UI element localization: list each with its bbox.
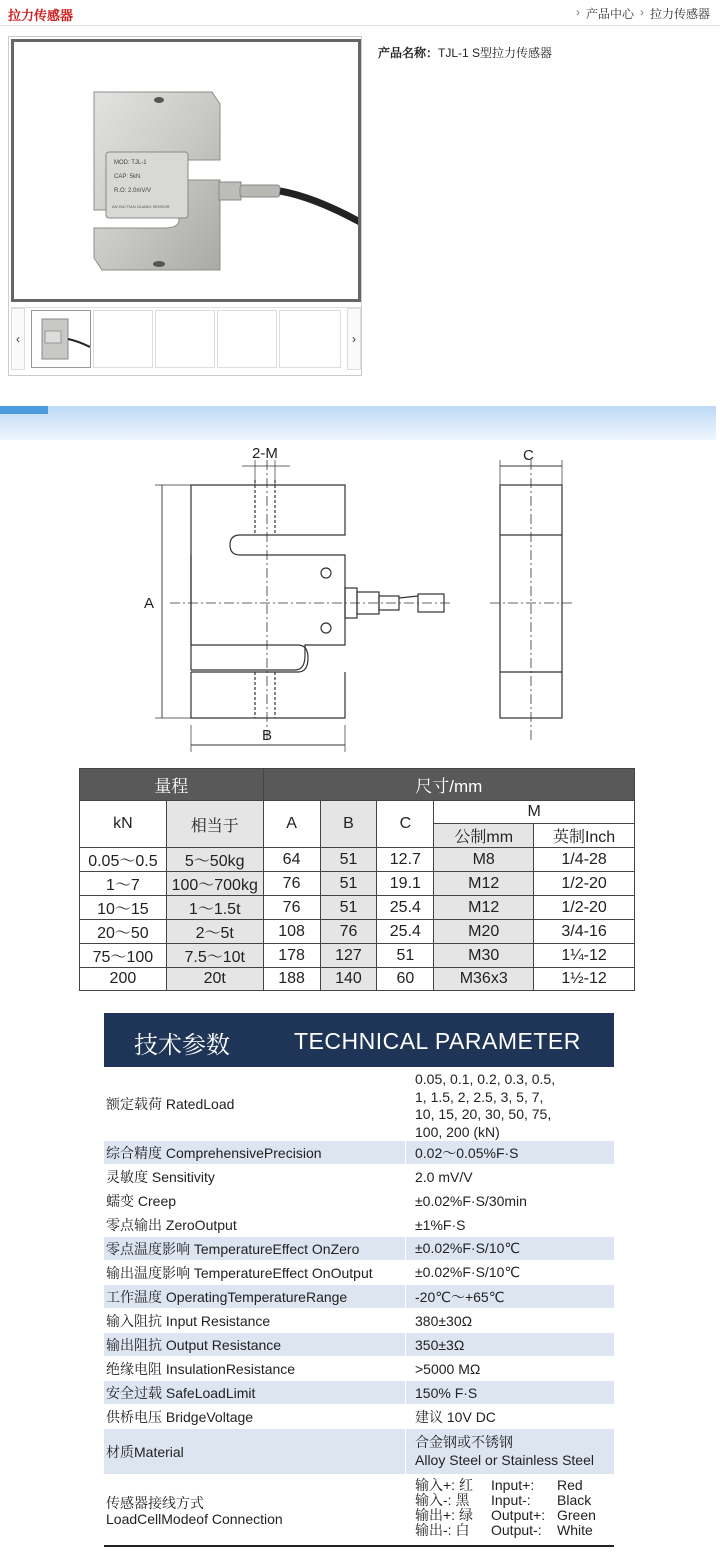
param-row (104, 1405, 614, 1429)
param-value: 0.02～0.05%F·S (415, 1144, 519, 1161)
param-key: 输入阻抗 Input Resistance (104, 1309, 406, 1332)
param-value: -20℃～+65℃ (415, 1288, 505, 1305)
table-row (80, 944, 635, 968)
cell: 51 (377, 944, 434, 968)
param-key: 输出温度影响 TemperatureEffect OnOutput (104, 1261, 406, 1284)
col-kn: kN (80, 801, 167, 848)
product-name-label: 产品名称： (378, 46, 439, 60)
cell: M30 (434, 944, 534, 968)
col-metric: 公制mm (434, 824, 534, 848)
s-type-load-cell-photo (14, 42, 358, 299)
param-value (406, 1475, 614, 1544)
param-key: 绝缘电阻 InsulationResistance (104, 1357, 406, 1380)
wiring-grid (415, 1475, 614, 1538)
param-value (406, 1429, 614, 1474)
table-row (80, 968, 635, 991)
connection-label-en: LoadCellModeof Connection (106, 1511, 283, 1527)
param-row (104, 1357, 614, 1381)
cell: M36x3 (434, 968, 534, 991)
table-row (80, 872, 635, 896)
cell: 25.4 (377, 896, 434, 920)
table-row (80, 920, 635, 944)
param-key: 零点温度影响 TemperatureEffect OnZero (104, 1237, 406, 1260)
breadcrumb-tension-sensor[interactable]: 拉力传感器 (649, 7, 710, 21)
param-key: 蠕变 Creep (104, 1189, 406, 1212)
param-row (104, 1285, 614, 1309)
cell: 20t (166, 968, 263, 991)
col-m: M (434, 801, 635, 824)
cell: 200 (80, 968, 167, 991)
cell: 108 (263, 920, 320, 944)
cell: M8 (434, 848, 534, 872)
drawing-label-c: C (523, 447, 534, 464)
wire-color: Red (557, 1477, 583, 1493)
cell: 1½-12 (534, 968, 635, 991)
breadcrumb (576, 5, 710, 22)
wire-color: White (557, 1522, 593, 1538)
thumbnail-4[interactable] (217, 310, 277, 368)
cell: 60 (377, 968, 434, 991)
product-gallery (8, 36, 362, 376)
wire-cn: 输入-: 黑 (415, 1492, 470, 1508)
plate-mod-text: MOD: TJL-1 (114, 160, 147, 166)
cell: 12.7 (377, 848, 434, 872)
param-row-rated-load (104, 1067, 614, 1141)
front-view-body (191, 485, 345, 670)
param-key: 零点输出 ZeroOutput (104, 1213, 406, 1236)
plate-brand-text: AN HUI TIAN GUANG SENSOR (112, 204, 170, 209)
param-row (104, 1165, 614, 1189)
col-c: C (377, 801, 434, 848)
param-row (104, 1213, 614, 1237)
param-row (104, 1261, 614, 1285)
param-value: 建议 10V DC (415, 1408, 496, 1425)
wire-color: Black (557, 1492, 592, 1508)
wire-en: Output-: (491, 1522, 542, 1538)
thumbnail-1[interactable] (31, 310, 91, 368)
param-row (104, 1141, 614, 1165)
main-product-image[interactable] (11, 39, 361, 302)
param-value: 2.0 mV/V (415, 1168, 473, 1185)
cell: 1～1.5t (166, 896, 263, 920)
thumbnail-strip (11, 307, 361, 371)
param-value: >5000 MΩ (415, 1360, 481, 1377)
cell: 1/2-20 (534, 872, 635, 896)
wire-en: Input-: (491, 1492, 531, 1508)
param-key: 工作温度 OperatingTemperatureRange (104, 1285, 406, 1308)
param-key: 供桥电压 BridgeVoltage (104, 1405, 406, 1428)
header-range: 量程 (80, 769, 264, 801)
page-title: 拉力传感器 (8, 8, 74, 23)
cell: 76 (320, 920, 377, 944)
table-row (80, 848, 635, 872)
col-equiv: 相当于 (166, 801, 263, 848)
section-divider-bar (0, 406, 716, 440)
param-value: 380±30Ω (415, 1312, 473, 1329)
top-bar (0, 0, 720, 26)
dimension-table (79, 768, 635, 991)
param-key: 材质Material (104, 1429, 406, 1474)
cell: 188 (263, 968, 320, 991)
tech-title-cn: 技术参数 (134, 1032, 230, 1059)
wire-en: Output+: (491, 1507, 546, 1523)
thumbnail-2[interactable] (93, 310, 153, 368)
material-value-cn: 合金钢或不锈钢 (415, 1434, 513, 1450)
cell: 64 (263, 848, 320, 872)
plate-ro-text: R.O: 2.0mV/V (114, 188, 152, 194)
cell: 19.1 (377, 872, 434, 896)
product-name-value: TJL-1 S型拉力传感器 (438, 46, 553, 60)
cell: 7.5～10t (166, 944, 263, 968)
thumbnail-image (32, 311, 90, 367)
connection-label-cn: 传感器接线方式 (106, 1495, 204, 1511)
param-key: 综合精度 ComprehensivePrecision (104, 1141, 406, 1164)
technical-parameter-table (104, 1013, 614, 1547)
param-row (104, 1237, 614, 1261)
col-a: A (263, 801, 320, 848)
cell: 100～700kg (166, 872, 263, 896)
cell: 20～50 (80, 920, 167, 944)
section-divider-tab (0, 406, 48, 414)
col-inch: 英制Inch (534, 824, 635, 848)
drawing-label-b: B (262, 727, 273, 744)
cell: 25.4 (377, 920, 434, 944)
thumb-next-button[interactable]: › (347, 308, 361, 370)
cell: 2～5t (166, 920, 263, 944)
param-row (104, 1381, 614, 1405)
cell: M12 (434, 896, 534, 920)
param-row (104, 1333, 614, 1357)
plate-cap-text: CAP: 5kN (114, 174, 141, 180)
tech-header (104, 1013, 614, 1067)
param-value: ±0.02%F·S/10℃ (415, 1240, 521, 1256)
cell: M12 (434, 872, 534, 896)
cell: 178 (263, 944, 320, 968)
col-b: B (320, 801, 377, 848)
wire-cn: 输入+: 红 (415, 1477, 473, 1493)
cell: 1¼-12 (534, 944, 635, 968)
drawing-label-2m: 2-M (252, 445, 278, 462)
wire-color: Green (557, 1507, 596, 1523)
chevron-right-icon: › (639, 5, 644, 19)
param-value: 150% F·S (415, 1384, 478, 1401)
cell: 5～50kg (166, 848, 263, 872)
cell: M20 (434, 920, 534, 944)
cell: 1～7 (80, 872, 167, 896)
cell: 76 (263, 896, 320, 920)
cell: 140 (320, 968, 377, 991)
param-key: 输出阻抗 Output Resistance (104, 1333, 406, 1356)
cell: 51 (320, 872, 377, 896)
tech-title-en: TECHNICAL PARAMETER (294, 1028, 581, 1054)
product-name (378, 44, 552, 61)
drawing-label-a: A (144, 595, 155, 612)
param-row (104, 1189, 614, 1213)
drawing-svg (130, 440, 590, 760)
param-key: 灵敏度 Sensitivity (104, 1165, 406, 1188)
chevron-right-icon: › (575, 5, 580, 19)
cell: 1/2-20 (534, 896, 635, 920)
param-row-material (104, 1429, 614, 1475)
param-row-connection (104, 1475, 614, 1545)
param-value: 350±3Ω (415, 1336, 465, 1353)
thumbnail-3[interactable] (155, 310, 215, 368)
param-value: ±0.02%F·S/30min (415, 1192, 527, 1209)
param-row (104, 1309, 614, 1333)
table-end-line (104, 1545, 614, 1547)
param-key: 额定载荷 RatedLoad (104, 1067, 406, 1140)
header-size: 尺寸/mm (263, 769, 634, 801)
param-value: ±1%F·S (415, 1216, 466, 1233)
wire-cn: 输出+: 绿 (415, 1507, 473, 1523)
param-value: 0.05, 0.1, 0.2, 0.3, 0.5, 1, 1.5, 2, 2.5, 3, 5, 7, 10, 15, 20, 30, 50, 75, 100, 200 (kN) (415, 1071, 556, 1140)
param-value: ±0.02%F·S/10℃ (415, 1264, 521, 1280)
cell: 76 (263, 872, 320, 896)
cell: 0.05～0.5 (80, 848, 167, 872)
cell: 75～100 (80, 944, 167, 968)
thumbnail-5[interactable] (279, 310, 341, 368)
cell: 51 (320, 896, 377, 920)
cell: 3/4-16 (534, 920, 635, 944)
cell: 127 (320, 944, 377, 968)
thumb-prev-button[interactable]: ‹ (11, 308, 25, 370)
cell: 51 (320, 848, 377, 872)
wire-cn: 输出-: 白 (415, 1522, 470, 1538)
material-value-en: Alloy Steel or Stainless Steel (415, 1452, 594, 1468)
table-row (80, 896, 635, 920)
param-key: 安全过载 SafeLoadLimit (104, 1381, 406, 1404)
breadcrumb-product-center[interactable]: 产品中心 (585, 7, 634, 21)
wire-en: Input+: (491, 1477, 535, 1493)
cell: 10～15 (80, 896, 167, 920)
param-key (104, 1475, 406, 1544)
dimension-drawing (130, 440, 590, 760)
cell: 1/4-28 (534, 848, 635, 872)
